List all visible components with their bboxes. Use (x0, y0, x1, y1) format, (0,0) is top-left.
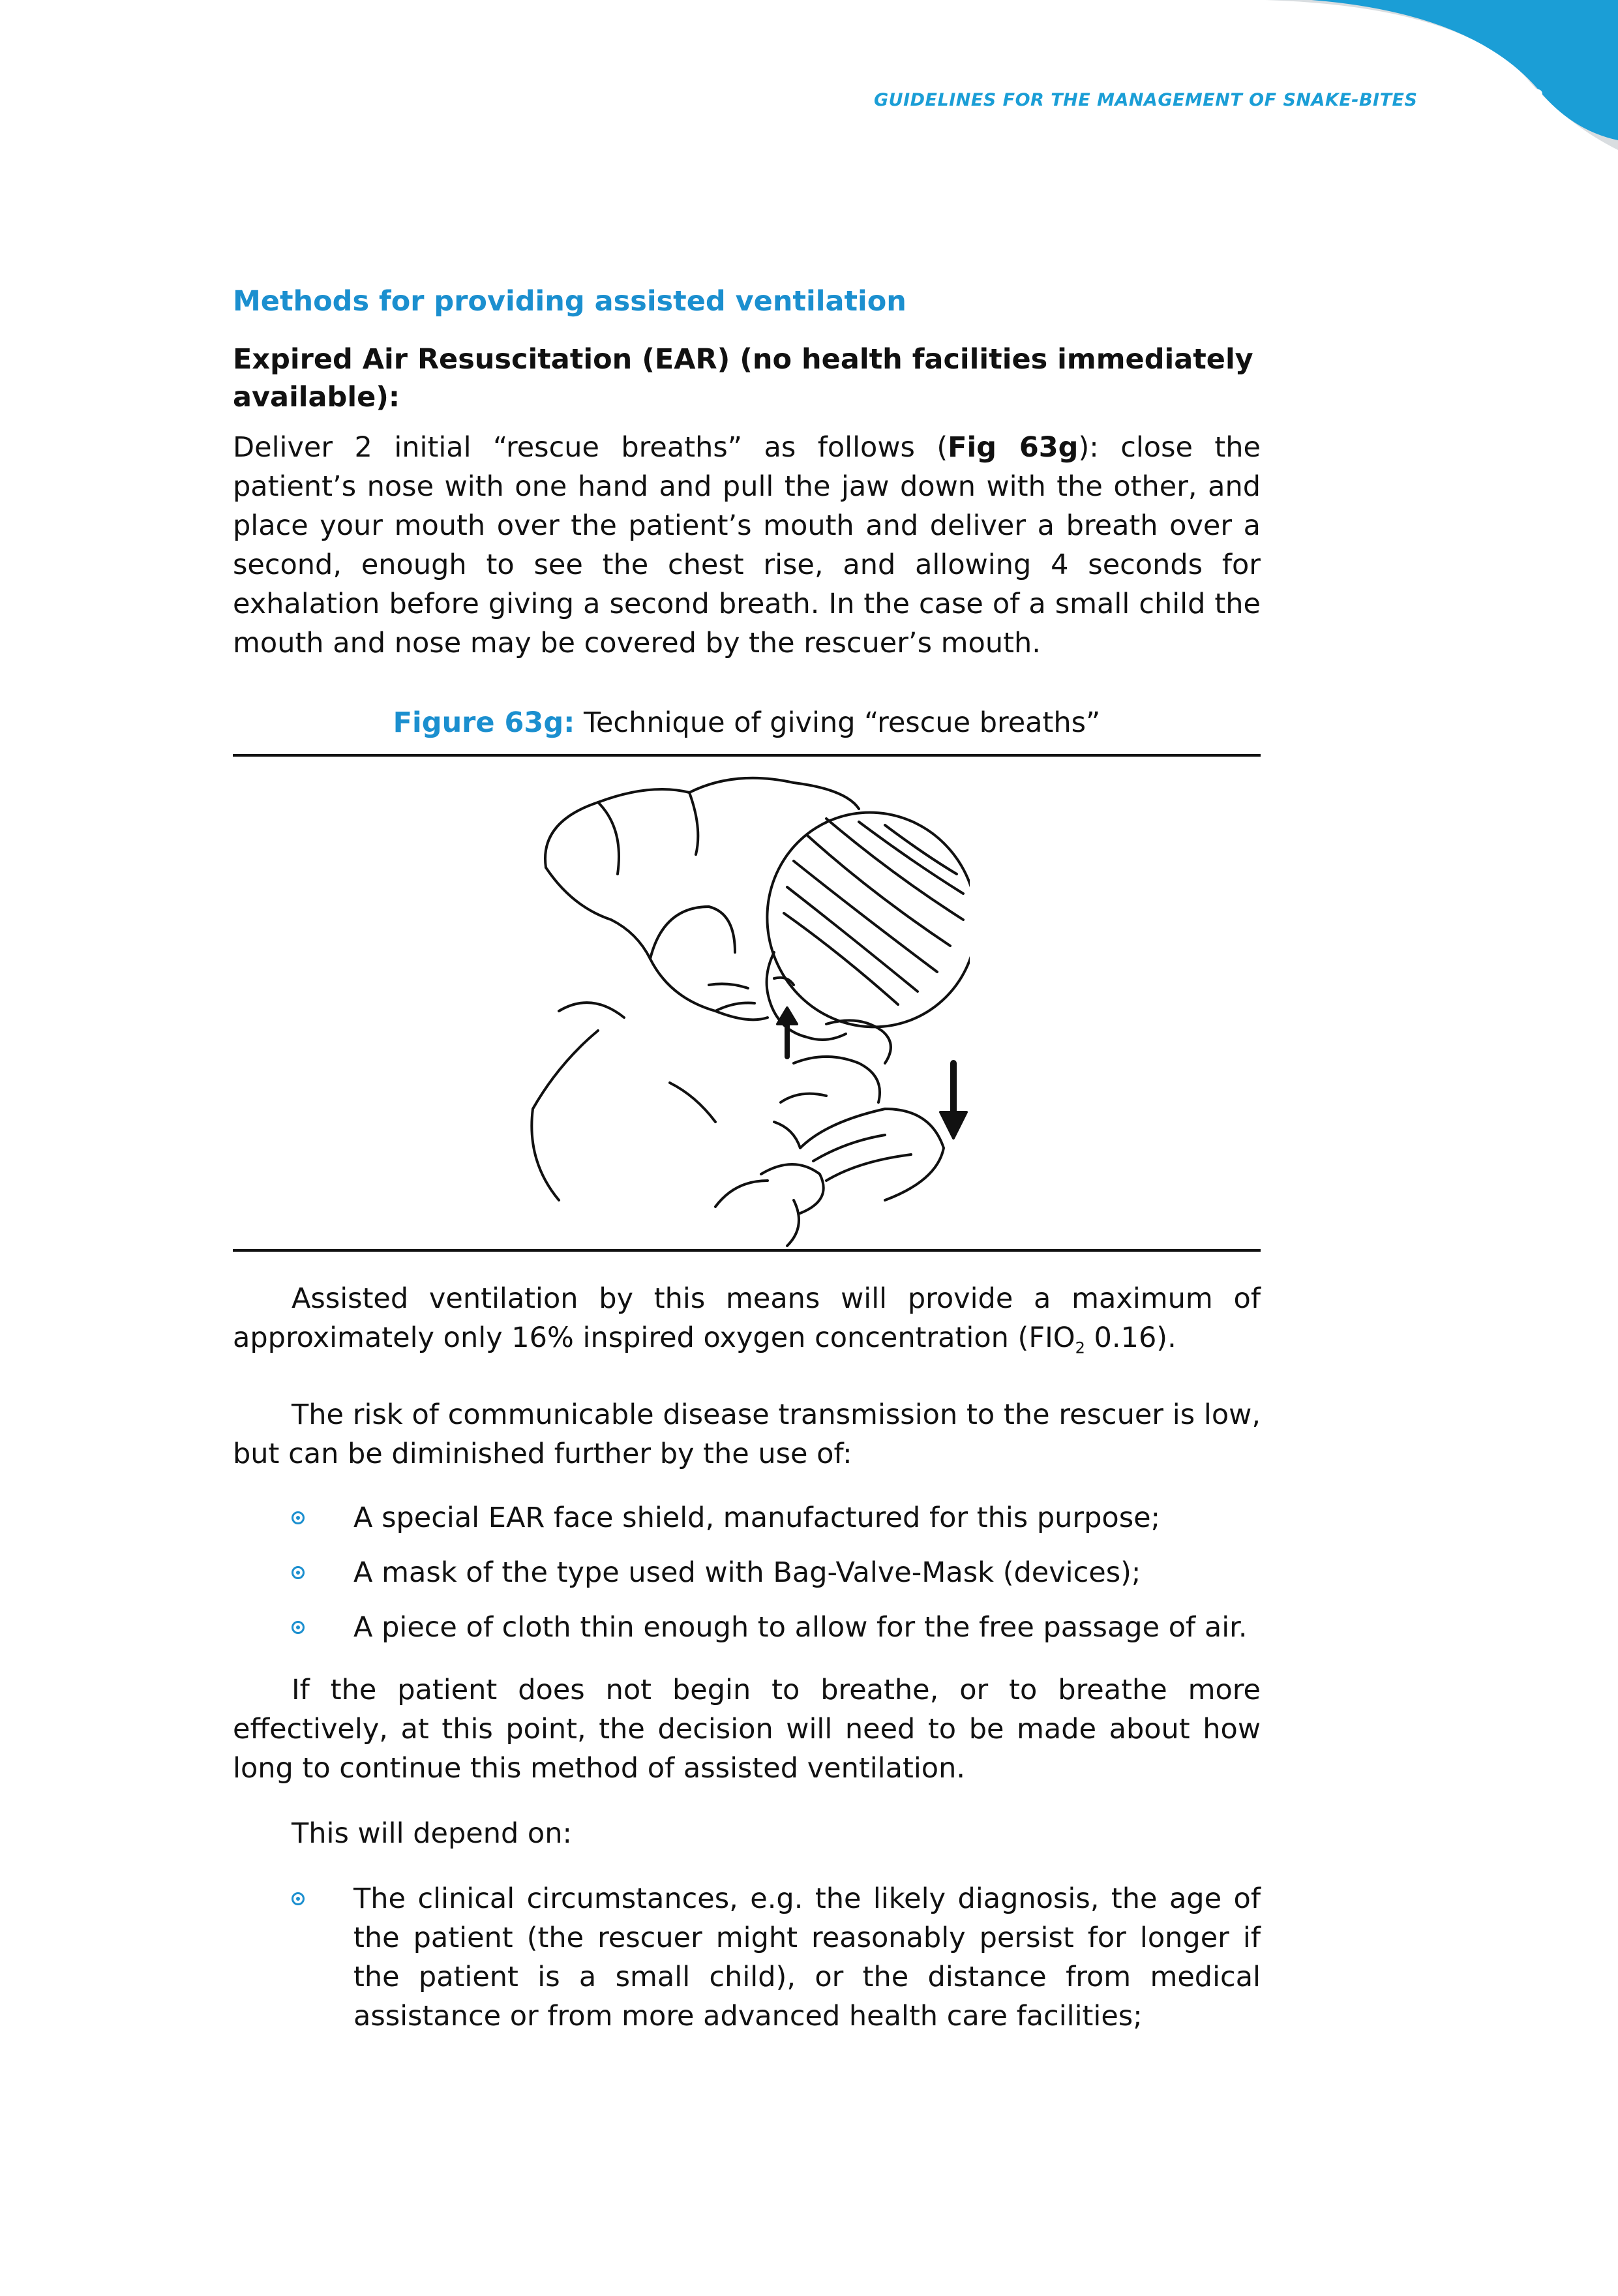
oxygen-paragraph: Assisted ventilation by this means will provide a maximum of approximately only 16% inspired oxygen concentration ($FIO_2$ 0.16). (233, 1282, 1261, 1357)
figure-area (233, 757, 1261, 1249)
depend-list (233, 1879, 1261, 2036)
intro-paragraph: Deliver 2 initial “rescue breaths” as follows (Fig 63g): close the patient’s nose with one hand and pull the jaw down with the other, and place your mouth over the patient’s mouth and deliver a breath over a second, enough to see the chest rise, and allowing 4 seconds for exhalation before giving a second breath. In the case of a small child the mouth and nose may be covered by the rescuer’s mouth. (233, 431, 1261, 659)
page-content (233, 282, 1261, 2059)
bullet-icon (292, 1566, 305, 1579)
bullet-icon (292, 1621, 305, 1634)
figure-label: Figure 63g: (393, 706, 575, 739)
page-number: 103 (1497, 85, 1545, 113)
ear-subheading: Expired Air Resuscitation (EAR) (no health facilities immediately available): (233, 343, 1253, 414)
list-item: A mask of the type used with Bag-Valve-Mask (devices); (233, 1553, 1261, 1592)
risk-reduction-list (233, 1498, 1261, 1647)
section-heading: Methods for providing assisted ventilation (233, 285, 906, 318)
bullet-icon (292, 1511, 305, 1524)
figure-bottom-rule (233, 1249, 1261, 1252)
list-item: A special EAR face shield, manufactured for this purpose; (233, 1498, 1261, 1537)
list-item: A piece of cloth thin enough to allow for the free passage of air. (233, 1608, 1261, 1647)
running-header: GUIDELINES FOR THE MANAGEMENT OF SNAKE-BITES (874, 90, 1418, 110)
risk-paragraph: The risk of communicable disease transmission to the rescuer is low, but can be diminished further by the use of: (233, 1398, 1261, 1470)
list-item: The clinical circumstances, e.g. the likely diagnosis, the age of the patient (the rescuer might reasonably persist for longer if the patient is a small child), or the distance from medical assistance or from more advanced health care facilities; (233, 1879, 1261, 2036)
depend-paragraph: This will depend on: (292, 1817, 572, 1850)
figure-caption: Figure 63g: Technique of giving “rescue breaths” (393, 706, 1101, 739)
figure-reference: Fig 63g (948, 431, 1079, 464)
bullet-icon (292, 1892, 305, 1905)
continue-paragraph: If the patient does not begin to breathe, or to breathe more effectively, at this point, the decision will need to be made about how long to continue this method of assisted ventilation. (233, 1673, 1261, 1785)
rescue-breaths-illustration (520, 757, 970, 1249)
